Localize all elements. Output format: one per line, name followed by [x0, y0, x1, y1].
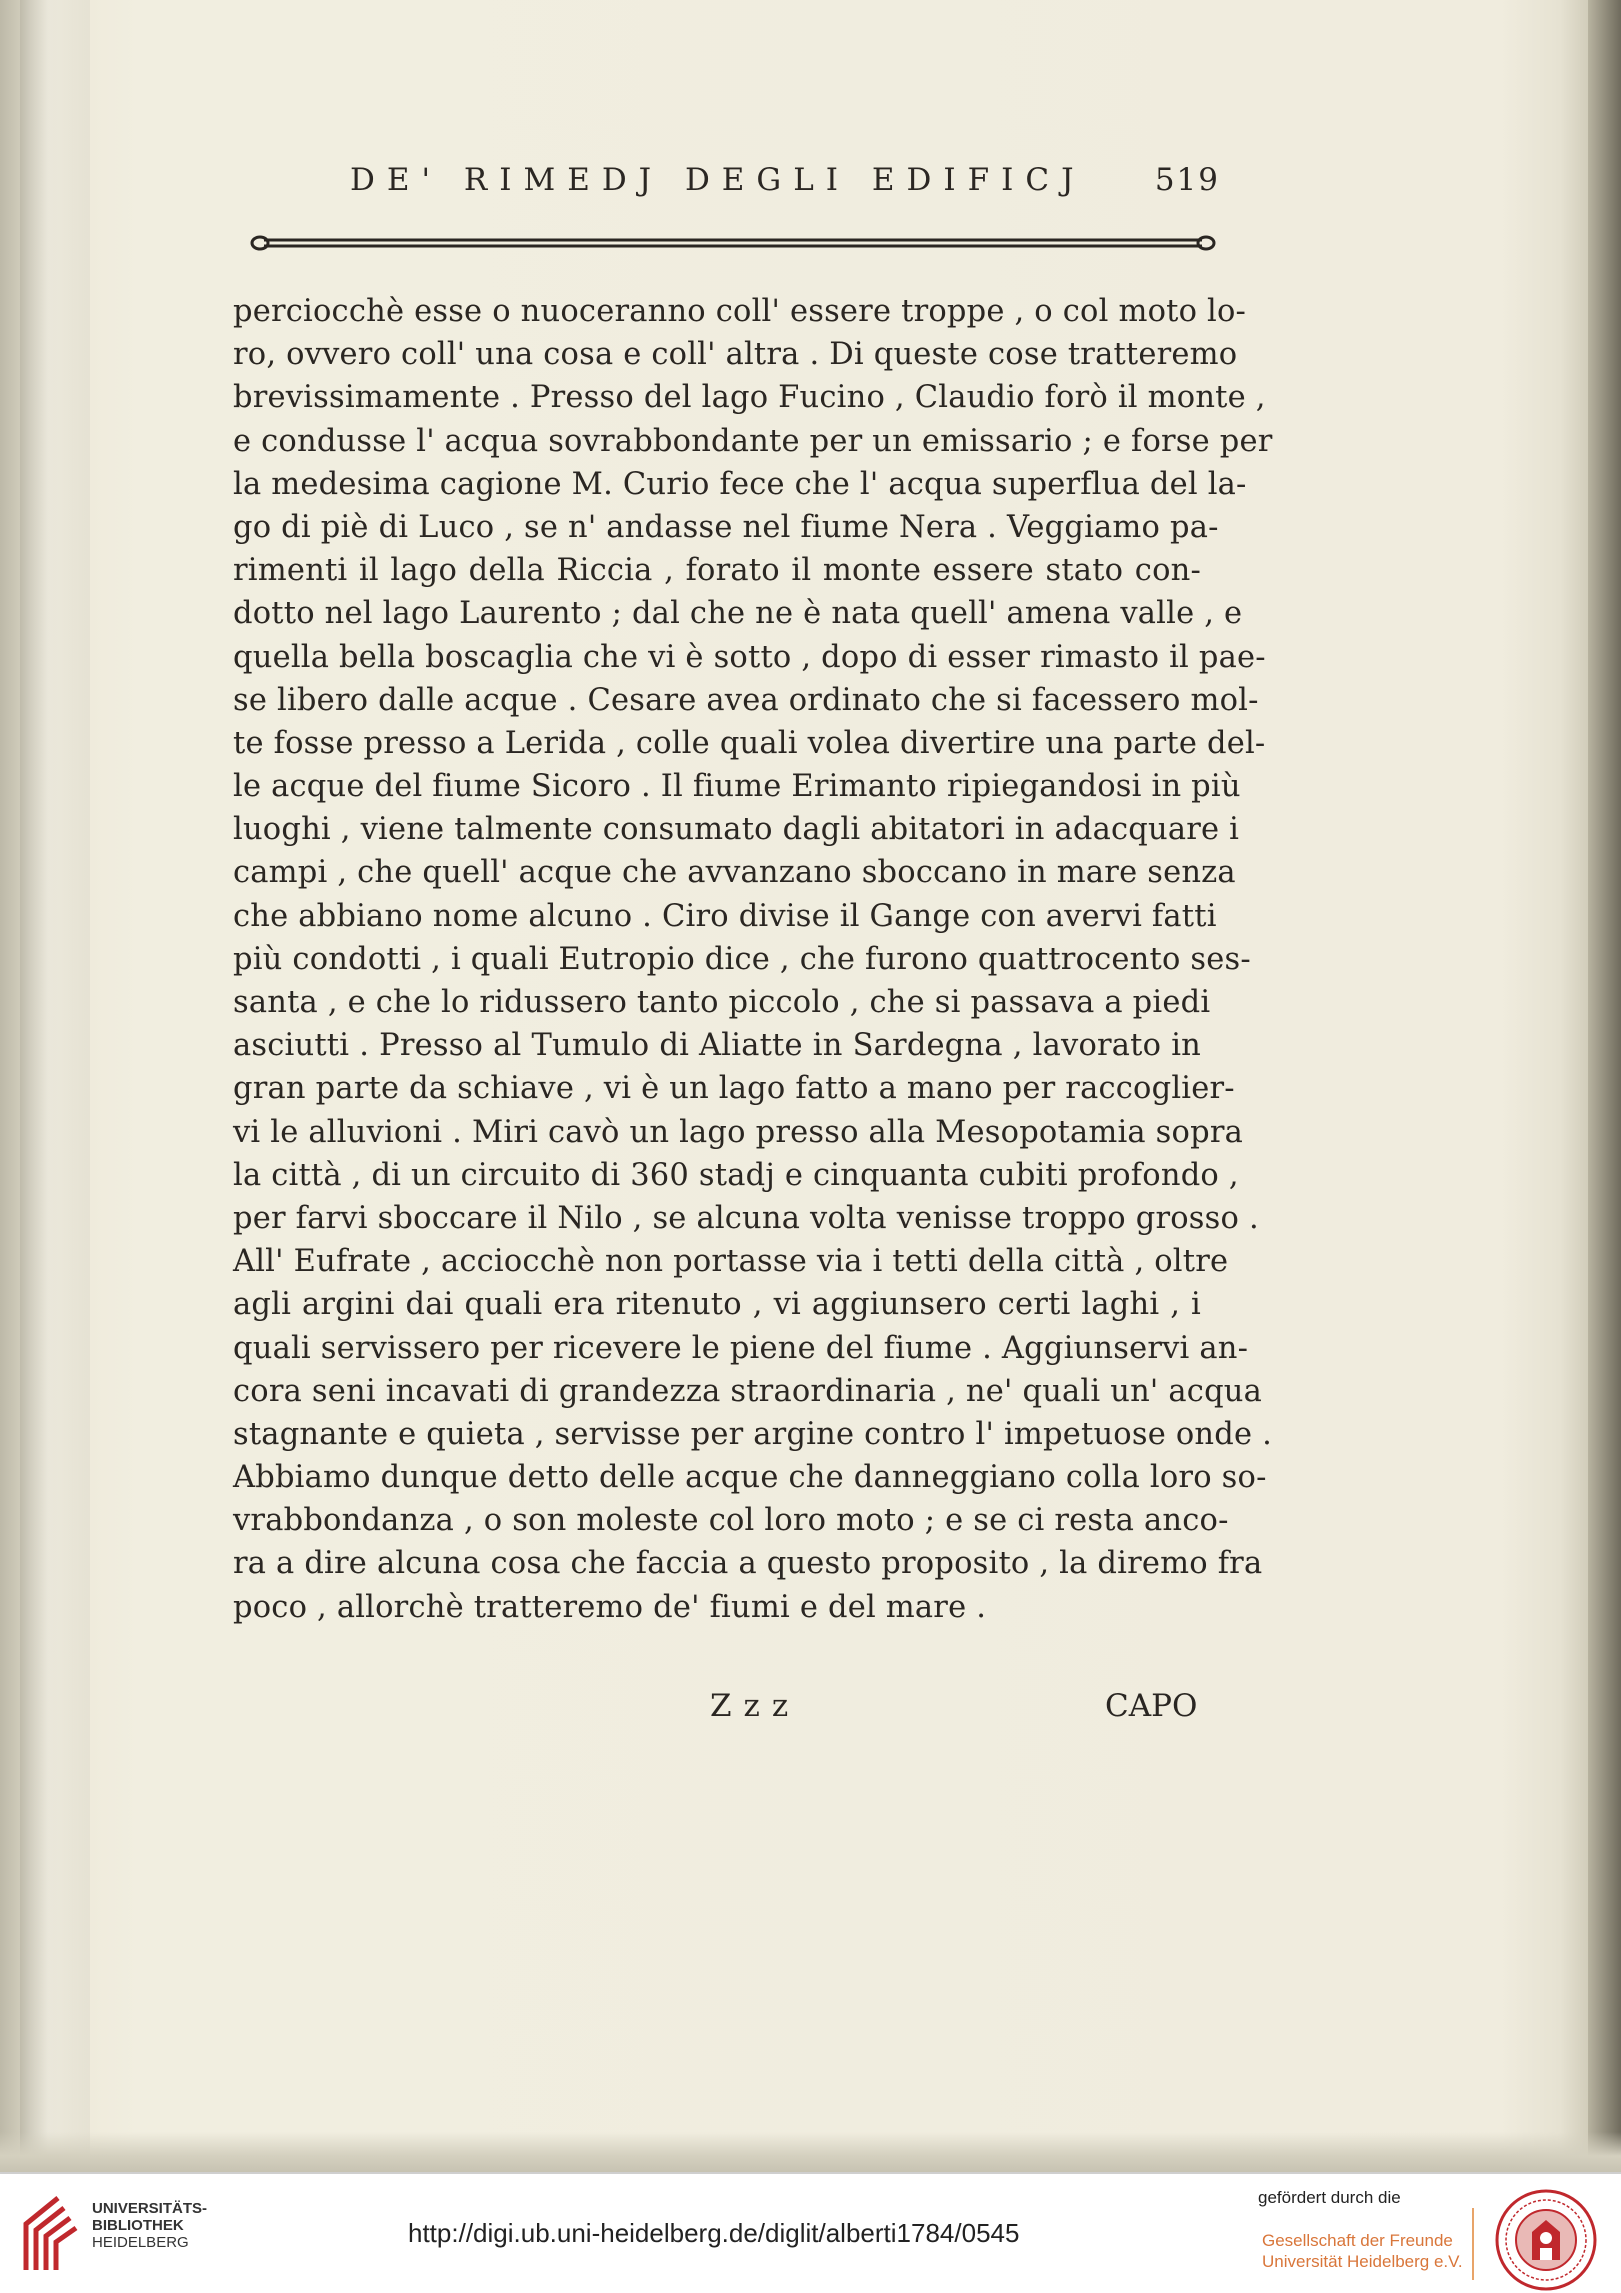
text-line: se libero dalle acque . Cesare avea ordinato che si facessero mol- [233, 682, 1259, 718]
text-line: la medesima cagione M. Curio fece che l' acqua superflua del la- [233, 466, 1247, 502]
text-line: Abbiamo dunque detto delle acque che danneggiano colla loro so- [233, 1460, 1267, 1496]
text-line: luoghi , viene talmente consumato dagli abitatori in adacquare i [233, 812, 1240, 848]
text-line: campi , che quell' acque che avvanzano sboccano in mare senza [233, 855, 1236, 891]
page-edge [1588, 0, 1621, 2172]
footer-divider [1472, 2208, 1474, 2280]
binding-shadow [20, 0, 90, 2172]
text-line: che abbiano nome alcuno . Ciro divise il Gange con avervi fatti [233, 898, 1217, 934]
text-line: brevissimamente . Presso del lago Fucino , Claudio forò il monte , [233, 380, 1266, 416]
society-name-line: Gesellschaft der Freunde [1262, 2231, 1453, 2250]
text-line: agli argini dai quali era ritenuto , vi aggiunsero certi laghi , i [233, 1287, 1201, 1323]
body-text [233, 290, 1273, 1629]
library-name [92, 2200, 207, 2251]
page-number: 519 [1154, 162, 1220, 198]
text-line: dotto nel lago Laurento ; dal che ne è nata quell' amena valle , e [233, 596, 1243, 632]
text-line: cora seni incavati di grandezza straordinaria , ne' quali un' acqua [233, 1373, 1263, 1409]
permalink-url[interactable]: http://digi.ub.uni-heidelberg.de/diglit/alberti1784/0545 [408, 2218, 1020, 2248]
text-line: ro, ovvero coll' una cosa e coll' altra . Di queste cose tratteremo [233, 337, 1238, 373]
catchword: CAPO [1105, 1688, 1198, 1724]
text-line: All' Eufrate , acciocchè non portasse via i tetti della città , oltre [233, 1244, 1229, 1280]
sponsor-label: gefördert durch die [1258, 2188, 1401, 2207]
text-line: ra a dire alcuna cosa che faccia a questo proposito , la diremo fra [233, 1546, 1263, 1582]
text-line: le acque del fiume Sicoro . Il fiume Erimanto ripiegandosi in più [233, 769, 1241, 805]
running-head [350, 158, 1220, 208]
university-seal-icon [1494, 2188, 1598, 2292]
library-name-line: HEIDELBERG [92, 2234, 189, 2251]
text-line: asciutti . Presso al Tumulo di Aliatte in Sardegna , lavorato in [233, 1028, 1201, 1064]
signature-mark: Zzz [710, 1688, 801, 1724]
library-name-line: UNIVERSITÄTS- [92, 2200, 208, 2217]
running-head-title: DE' RIMEDJ DEGLI EDIFICJ [350, 162, 1086, 198]
text-line: go di piè di Luco , se n' andasse nel fiume Nera . Veggiamo pa- [233, 509, 1219, 545]
text-line: più condotti , i quali Eutropio dice , che furono quattrocento ses- [233, 941, 1251, 977]
text-line: rimenti il lago della Riccia , forato il monte essere stato con- [233, 553, 1201, 589]
society-name-line: Universität Heidelberg e.V. [1262, 2252, 1463, 2271]
library-footer [0, 2172, 1621, 2293]
ornamental-rule [250, 231, 1216, 255]
text-line: quali servissero per ricevere le piene del fiume . Aggiunservi an- [233, 1330, 1249, 1366]
text-line: la città , di un circuito di 360 stadj e cinquanta cubiti profondo , [233, 1157, 1239, 1193]
text-line: quella bella boscaglia che vi è sotto , dopo di esser rimasto il pae- [233, 639, 1266, 675]
library-name-line: BIBLIOTHEK [92, 2217, 184, 2234]
text-line: poco , allorchè tratteremo de' fiumi e del mare . [233, 1589, 987, 1625]
sponsor-society-name [1262, 2230, 1463, 2272]
university-library-logo-icon [18, 2190, 80, 2274]
text-line: te fosse presso a Lerida , colle quali volea divertire una parte del- [233, 725, 1266, 761]
text-line: vi le alluvioni . Miri cavò un lago presso alla Mesopotamia sopra [233, 1114, 1243, 1150]
text-line: gran parte da schiave , vi è un lago fatto a mano per raccoglier- [233, 1071, 1235, 1107]
page-bottom-edge [0, 2132, 1621, 2172]
text-line: stagnante e quieta , servisse per argine contro l' impetuose onde . [233, 1416, 1273, 1452]
text-line: e condusse l' acqua sovrabbondante per un emissario ; e forse per [233, 423, 1273, 459]
text-line: santa , e che lo ridussero tanto piccolo , che si passava a piedi [233, 985, 1211, 1020]
text-line: vrabbondanza , o son moleste col loro moto ; e se ci resta anco- [233, 1503, 1229, 1539]
text-line: per farvi sboccare il Nilo , se alcuna volta venisse troppo grosso . [233, 1200, 1259, 1236]
text-line: perciocchè esse o nuoceranno coll' essere troppe , o col moto lo- [233, 294, 1247, 329]
